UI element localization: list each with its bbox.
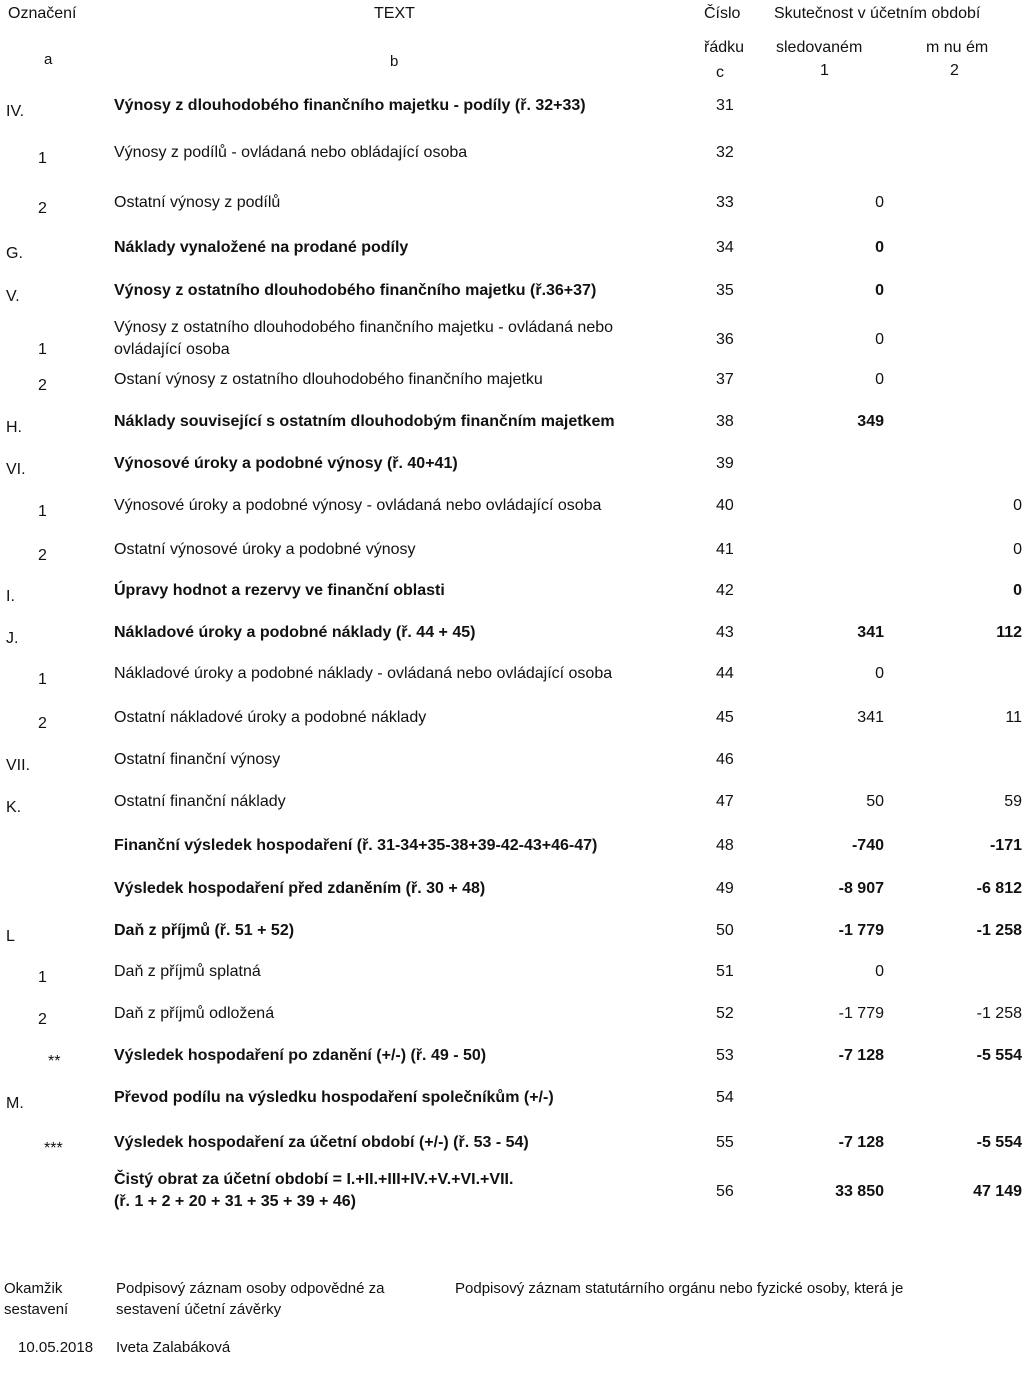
row-line-number: 37 <box>716 371 734 388</box>
row-mark: 1 <box>38 150 47 167</box>
row-mark: M. <box>6 1095 24 1112</box>
row-line-number: 33 <box>716 194 734 211</box>
col-header-reality: Skutečnost v účetním období <box>774 5 981 22</box>
row-mark: H. <box>6 419 22 436</box>
row-value-previous: -1 258 <box>976 1005 1022 1022</box>
row-text: Daň z příjmů splatná <box>114 963 261 980</box>
row-line-number: 49 <box>716 880 734 897</box>
row-mark: 2 <box>38 200 47 217</box>
row-text: Výsledek hospodaření za účetní období (+/-) (ř. 53 - 54) <box>114 1134 529 1151</box>
row-value-current: -1 779 <box>838 1005 884 1022</box>
row-text: Výsledek hospodaření po zdanění (+/-) (ř. 49 - 50) <box>114 1047 487 1064</box>
row-mark: 2 <box>38 547 47 564</box>
row-line-number: 54 <box>716 1089 734 1106</box>
row-line-number: 34 <box>716 239 734 256</box>
row-mark: V. <box>6 288 20 305</box>
footer-signature-statutory: Podpisový záznam statutárního orgánu nebo fyzické osoby, která je <box>455 1280 904 1297</box>
row-text: Výnosy z dlouhodobého finančního majetku - podíly (ř. 32+33) <box>114 97 586 114</box>
footer-date: 10.05.2018 <box>18 1339 94 1356</box>
row-mark: 1 <box>38 671 47 688</box>
row-mark: VI. <box>6 461 26 478</box>
row-line-number: 52 <box>716 1005 734 1022</box>
row-mark: G. <box>6 245 23 262</box>
row-value-current: -1 779 <box>838 922 884 939</box>
row-value-current: 0 <box>875 665 884 682</box>
row-line-number: 36 <box>716 331 734 348</box>
row-line-number: 56 <box>716 1183 734 1200</box>
row-value-previous: 0 <box>1013 582 1022 599</box>
row-mark: IV. <box>6 103 25 120</box>
row-text: Finanční výsledek hospodaření (ř. 31-34+35-38+39-42-43+46-47) <box>114 837 598 854</box>
row-text: Daň z příjmů (ř. 51 + 52) <box>114 922 295 939</box>
row-line-number: 53 <box>716 1047 734 1064</box>
row-mark: *** <box>44 1140 63 1157</box>
row-line-number: 32 <box>716 144 734 161</box>
row-text-continued: ovládající osoba <box>114 341 230 358</box>
row-text: Výsledek hospodaření před zdaněním (ř. 30 + 48) <box>114 880 486 897</box>
row-text: Nákladové úroky a podobné náklady (ř. 44 + 45) <box>114 624 476 641</box>
col-header-b: TEXT <box>374 5 415 22</box>
row-line-number: 42 <box>716 582 734 599</box>
row-text: Výnosové úroky a podobné výnosy (ř. 40+41) <box>114 455 458 472</box>
row-line-number: 35 <box>716 282 734 299</box>
row-line-number: 45 <box>716 709 734 726</box>
footer-moment-label-2: sestavení <box>4 1301 69 1318</box>
row-value-current: 341 <box>857 709 884 726</box>
row-mark: 2 <box>38 1011 47 1028</box>
row-value-current: 0 <box>875 282 884 299</box>
row-mark: I. <box>6 588 15 605</box>
sub-header-a: a <box>44 51 53 68</box>
row-value-previous: -5 554 <box>976 1134 1022 1151</box>
footer-name: Iveta Zalabáková <box>116 1339 231 1356</box>
row-value-previous: 59 <box>1004 793 1022 810</box>
row-text: Výnosy z podílů - ovládaná nebo obládající osoba <box>114 144 468 161</box>
sub-header-2: 2 <box>950 62 959 79</box>
row-text: Daň z příjmů odložená <box>114 1005 275 1022</box>
row-text: Ostatní výnosy z podílů <box>114 194 281 211</box>
col-header-c: Číslo <box>704 5 741 22</box>
row-value-current: -7 128 <box>838 1047 884 1064</box>
row-value-current: -740 <box>851 837 884 854</box>
row-value-previous: -1 258 <box>976 922 1022 939</box>
row-text: Ostatní výnosové úroky a podobné výnosy <box>114 541 416 558</box>
row-mark: VII. <box>6 757 31 774</box>
row-line-number: 39 <box>716 455 734 472</box>
col-header-c2: řádku <box>704 39 745 56</box>
row-text: Výnosy z ostatního dlouhodobého finančního majetku - ovládaná nebo <box>114 319 614 336</box>
row-line-number: 46 <box>716 751 734 768</box>
row-value-current: 0 <box>875 371 884 388</box>
row-text: Ostatní finanční výnosy <box>114 751 281 768</box>
row-value-previous: 47 149 <box>973 1183 1022 1200</box>
row-mark: 1 <box>38 969 47 986</box>
row-line-number: 40 <box>716 497 734 514</box>
col-header-1-label: sledovaném <box>776 39 863 56</box>
sub-header-c: c <box>716 64 724 81</box>
row-text: Úpravy hodnot a rezervy ve finanční oblasti <box>114 582 445 599</box>
row-line-number: 51 <box>716 963 734 980</box>
row-mark: K. <box>6 799 22 816</box>
row-value-current: -7 128 <box>838 1134 884 1151</box>
row-text: Náklady související s ostatním dlouhodobým finančním majetkem <box>114 413 615 430</box>
row-text-continued: (ř. 1 + 2 + 20 + 31 + 35 + 39 + 46) <box>114 1193 356 1210</box>
row-mark: 1 <box>38 503 47 520</box>
row-line-number: 50 <box>716 922 734 939</box>
row-line-number: 48 <box>716 837 734 854</box>
row-line-number: 47 <box>716 793 734 810</box>
footer-signature-person-1: Podpisový záznam osoby odpovědné za <box>116 1280 385 1297</box>
row-value-previous: 112 <box>996 624 1022 641</box>
col-header-2-label: m nu ém <box>926 39 989 56</box>
footer-signature-person-2: sestavení účetní závěrky <box>116 1301 282 1318</box>
row-value-current: 0 <box>875 194 884 211</box>
row-line-number: 55 <box>716 1134 734 1151</box>
row-text: Čistý obrat za účetní období = I.+II.+III+IV.+V.+VI.+VII. <box>114 1171 514 1188</box>
row-text: Ostaní výnosy z ostatního dlouhodobého finančního majetku <box>114 371 543 388</box>
row-value-previous: 0 <box>1013 497 1022 514</box>
row-value-current: -8 907 <box>838 880 884 897</box>
row-text: Náklady vynaložené na prodané podíly <box>114 239 409 256</box>
row-value-current: 0 <box>875 331 884 348</box>
row-value-previous: -171 <box>989 837 1022 854</box>
row-value-previous: 0 <box>1013 541 1022 558</box>
row-line-number: 31 <box>716 97 734 114</box>
row-text: Ostatní finanční náklady <box>114 793 286 810</box>
col-header-a: Označení <box>8 5 77 22</box>
row-value-previous: 11 <box>1005 709 1022 726</box>
row-value-current: 33 850 <box>835 1183 884 1200</box>
row-line-number: 41 <box>716 541 734 558</box>
row-mark: 2 <box>38 715 47 732</box>
row-value-current: 349 <box>857 413 884 430</box>
row-line-number: 43 <box>716 624 734 641</box>
row-line-number: 38 <box>716 413 734 430</box>
row-line-number: 44 <box>716 665 734 682</box>
row-value-current: 0 <box>875 239 884 256</box>
sub-header-b: b <box>390 53 399 70</box>
sub-header-1: 1 <box>820 62 829 79</box>
row-text: Nákladové úroky a podobné náklady - ovládaná nebo ovládající osoba <box>114 665 613 682</box>
row-mark: J. <box>6 630 19 647</box>
row-value-previous: -6 812 <box>976 880 1022 897</box>
footer-moment-label-1: Okamžik <box>4 1280 63 1297</box>
row-text: Výnosy z ostatního dlouhodobého finančního majetku (ř.36+37) <box>114 282 597 299</box>
row-mark: L <box>6 928 15 945</box>
row-text: Převod podílu na výsledku hospodaření společníkům (+/-) <box>114 1089 554 1106</box>
row-mark: 1 <box>38 341 47 358</box>
row-value-previous: -5 554 <box>976 1047 1022 1064</box>
row-value-current: 0 <box>875 963 884 980</box>
row-value-current: 341 <box>857 624 884 641</box>
row-mark: ** <box>48 1053 61 1070</box>
row-mark: 2 <box>38 377 47 394</box>
row-text: Ostatní nákladové úroky a podobné náklady <box>114 709 427 726</box>
row-value-current: 50 <box>866 793 884 810</box>
row-text: Výnosové úroky a podobné výnosy - ovládaná nebo ovládající osoba <box>114 497 602 514</box>
